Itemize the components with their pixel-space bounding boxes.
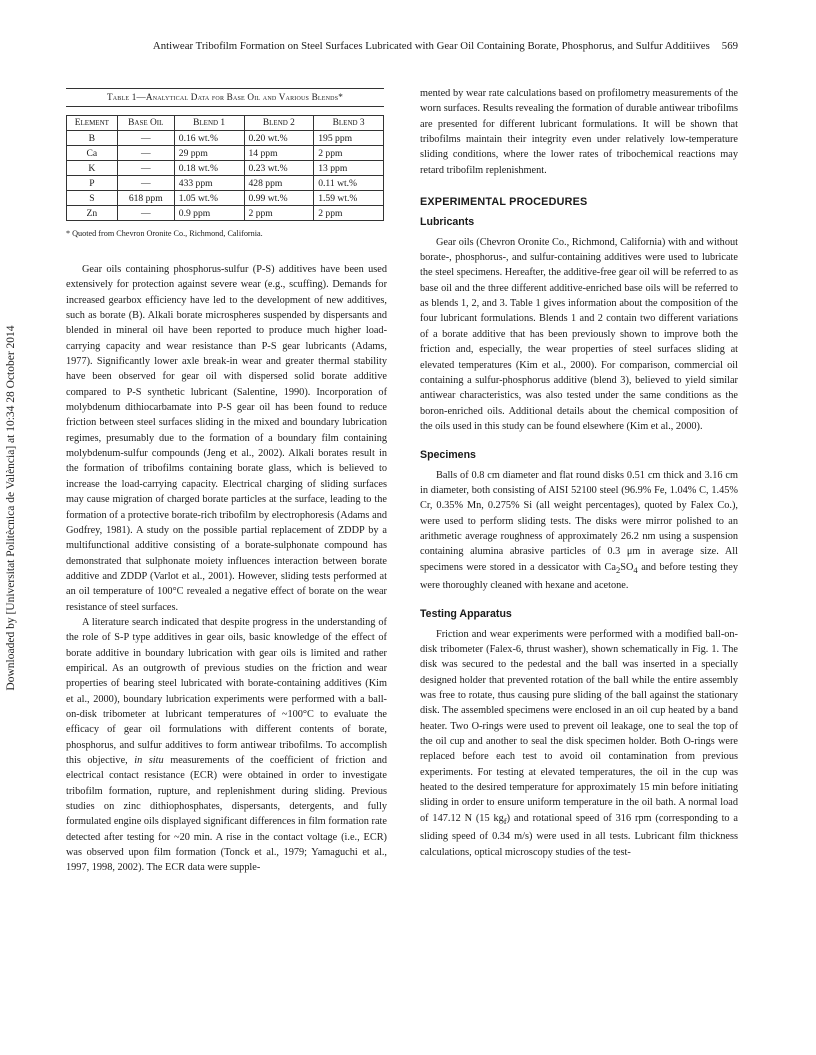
table-cell: 0.16 wt.% [174, 131, 244, 146]
paragraph-text: ) and rotational speed of 316 rpm (corresponding to a sliding speed of 0.34 m/s) were used in all tests. Lubricant film thickness calculations, optical microscopy studies of the test- [420, 812, 739, 858]
table-cell: Zn [67, 206, 118, 221]
table-cell: P [67, 176, 118, 191]
page-number: 569 [721, 40, 738, 52]
paragraph-lubricants: Gear oils (Chevron Oronite Co., Richmond, California) with and without borate-, phosphorus-, and sulfur-containing additives were used to lubricate the steel specimens. Hereafter, the additive-free gear oil will be referred to as base oil and the three different additive-enriched base oils will be referred to as blends 1, 2, and 3. Table 1 gives information about the composition of the four lubricant formulations. Blends 1 and 2 contain two different variations of a borate additive that has been previously shown to improve both the friction and, especially, the wear properties of steel surfaces sliding at elevated temperatures (Kim et al., 2000). For comparison, commercial oil containing a sulfur-phosphorus additive (blend 3), believed to yield similar antiwear characteristics, was also tested under the same conditions as the boron-enriched oils. Additional details about the chemical composition of the oils used in this study can be found elsewhere (Kim et al., 2000). [420, 236, 738, 432]
table-cell: S [67, 191, 118, 206]
column-header-base-oil: Base Oil [117, 116, 174, 131]
table-cell: 618 ppm [117, 191, 174, 206]
column-header-blend-1: Blend 1 [174, 116, 244, 131]
paragraph-text: and before testing they were thoroughly cleaned with hexane and acetone. [420, 561, 739, 592]
table-title: Table 1—Analytical Data for Base Oil and Various Blends* [66, 88, 384, 107]
table-cell: K [67, 161, 118, 176]
table-cell: 1.05 wt.% [174, 191, 244, 206]
section-heading-experimental: EXPERIMENTAL PROCEDURES [420, 196, 588, 209]
paragraph-continued: mented by wear rate calculations based on profilometry measurements of the worn surfaces. Results revealing the formation of durable antiwear tribofilms are presented for different lubricant formulations. It will be shown that tribofilms maintain their integrity even under relatively low-temperature sliding conditions, where the lower rates of tribochemical reactions may retard tribofilm replenishment. [420, 88, 738, 176]
table-cell: 1.59 wt.% [314, 191, 384, 206]
download-notice: Downloaded by [Universitat Politècnica de València] at 10:34 28 October 2014 [5, 325, 17, 691]
subsection-heading-lubricants: Lubricants [420, 216, 475, 229]
subsection-heading-testing-apparatus: Testing Apparatus [420, 608, 512, 621]
table-cell: 0.99 wt.% [244, 191, 314, 206]
table-cell: 29 ppm [174, 146, 244, 161]
table-footnote: * Quoted from Chevron Oronite Co., Richmond, California. [66, 229, 263, 238]
table-cell: 428 ppm [244, 176, 314, 191]
table-row [67, 191, 384, 206]
right-column [420, 86, 738, 860]
table-cell: — [117, 146, 174, 161]
table-cell: 0.9 ppm [174, 206, 244, 221]
italic-term: in situ [134, 755, 164, 766]
paragraph-text: Balls of 0.8 cm diameter and flat round disks 0.51 cm thick and 3.16 cm in diameter, both consisting of AISI 52100 steel (96.9% Fe, 1.04% C, 1.45% Cr, 0.35% Mn, 0.275% Si (all weight percentages), quoted by Falex Co.), were used to perform sliding tests. The disks were mirror polished to an arithmetic average roughness of approximately 26.2 nm using a suspension containing alumina abrasive particles of 0.3 μm in average size. All specimens were stored in a dessicator with Ca [420, 469, 738, 573]
table-cell: 2 ppm [314, 206, 384, 221]
table-cell: — [117, 176, 174, 191]
table-row [67, 131, 384, 146]
running-title: Antiwear Tribofilm Formation on Steel Surfaces Lubricated with Gear Oil Containing Borate, Phosphorus, and Sulfur Additiives [152, 40, 710, 52]
table-row [67, 176, 384, 191]
subsection-heading-specimens: Specimens [420, 449, 476, 462]
column-header-blend-3: Blend 3 [314, 116, 384, 131]
table-row [67, 206, 384, 221]
table-cell: — [117, 131, 174, 146]
table-cell: 433 ppm [174, 176, 244, 191]
analytical-data-table [66, 115, 384, 221]
running-header [40, 40, 738, 52]
table-cell: — [117, 161, 174, 176]
column-header-blend-2: Blend 2 [244, 116, 314, 131]
table-cell: 195 ppm [314, 131, 384, 146]
table-header-row [67, 116, 384, 131]
table-cell: B [67, 131, 118, 146]
table-row [67, 161, 384, 176]
table-cell: 0.23 wt.% [244, 161, 314, 176]
table-cell: 0.11 wt.% [314, 176, 384, 191]
table-cell: 13 ppm [314, 161, 384, 176]
paragraph-gear-oils: Gear oils containing phosphorus-sulfur (P-S) additives have been used extensively for protection against severe wear (e.g., scuffing). Demands for increased gearbox efficiency have led to the development of new additives, such as borate (B). Alkali borate microspheres suspended by dispersants and blended in mineral oil have been reported to produce much higher load-carrying capacity and wear resistance than P-S gear lubricants (Adams, 1977). Significantly lower axle break-in wear and greater thermal stability have been observed for gear oil with dispersed solid borate additive compared to P-S synthetic lubricant (Salentine, 1990). Incorporation of molybdenum dithiocarbamate into P-S gear oil has been found to reduce friction between steel surfaces sliding in the mixed and boundary lubrication regimes, presumably due to the formation of a boundary film containing molybdenum-sulfur compounds (Jeng et al., 2002). Alkali borates result in the formation of tribofilms containing borate glass, which is believed to increase the load-carrying capacity. Electrical charging of sliding surfaces may cause migration of charged borate particles at the surface, leading to the formation of a protective borate-rich tribofilm by electrophoresis (Adams and Godfrey, 1981). A study on the possible partial replacement of ZDDP by a multifunctional additive consisting of a borate-sulphonate compound has demonstrated that sulphonate moiety influences interaction between borate additive and ZDDP (Varlot et al., 2001). However, sliding tests performed at an oil temperature of 100°C revealed a negative effect of borate on the wear resistance of steel surfaces. [66, 264, 387, 613]
table-cell: — [117, 206, 174, 221]
paragraph-literature-search [66, 615, 387, 876]
table-cell: 0.18 wt.% [174, 161, 244, 176]
table-cell: 0.20 wt.% [244, 131, 314, 146]
paragraph-text: Friction and wear experiments were performed with a modified ball-on-disk tribometer (Falex-6, thrust washer), shown schematically in Fig. 1. The disk was secured to the pedestal and the ball was inserted in a specially designed holder that prevented rotation of the ball while the entire assembly was free to rotate, thus causing pure sliding of the ball against the stationary disk. The assembled specimens were enclosed in an oil cup heated by a band heater. Two O-rings were used to prevent oil leakage, one to seal the top of the oil cup and another to seal the disk specimen holder. Both O-rings were replaced before each test to avoid oil contamination from previous experiments. For testing at elevated temperatures, the oil in the cup was heated to the desired temperature for approximately 15 min before initiating sliding in order to ensure uniform temperature in the oil bath. A normal load of 147.12 N (15 kg [420, 628, 738, 824]
left-column [66, 262, 387, 876]
subscript: 4 [633, 564, 638, 575]
subscript: f [503, 815, 507, 826]
table-cell: 14 ppm [244, 146, 314, 161]
paragraph-text: measurements of the coefficient of friction and electrical contact resistance (ECR) were obtained in order to investigate tribofilm formation, rupture, and replenishment during sliding. Previous studies on zinc dithiophosphates, dispersants, detergents, and fully formulated engine oils displayed significant differences in film formation rate detected after testing for ~20 min. A rise in the contact voltage (i.e., ECR) was observed upon film formation (Tonck et al., 1979; Yamaguchi et al., 1997, 1998, 2002). The ECR data were supple- [66, 755, 387, 874]
paragraph-text: SO [620, 561, 634, 573]
table-row [67, 146, 384, 161]
table-cell: Ca [67, 146, 118, 161]
paragraph-text: A literature search indicated that despite progress in the understanding of the role of S-P type additives in gear oils, basic knowledge of the effect of borate additive in boundary lubrication with gear oils is limited and rather empirical. As an outgrowth of previous studies on the friction and wear properties of bearing steel lubricated with borate-containing additives (Kim et al., 2000), boundary lubrication experiments were performed with a ball-on-disk tribometer at lubricant temperatures of ~100°C to evaluate the efficacy of gear oil formulations with different contents of borate, phosphorus, and sulfur additives to form antiwear tribofilms. To accomplish this objective, [66, 616, 387, 766]
download-watermark [0, 0, 22, 1055]
subscript: 2 [615, 564, 621, 575]
paragraph-testing-apparatus [420, 627, 738, 860]
table-1 [66, 88, 384, 238]
table-cell: 2 ppm [314, 146, 384, 161]
table-cell: 2 ppm [244, 206, 314, 221]
paragraph-specimens [420, 468, 738, 594]
column-header-element: Element [67, 116, 118, 131]
